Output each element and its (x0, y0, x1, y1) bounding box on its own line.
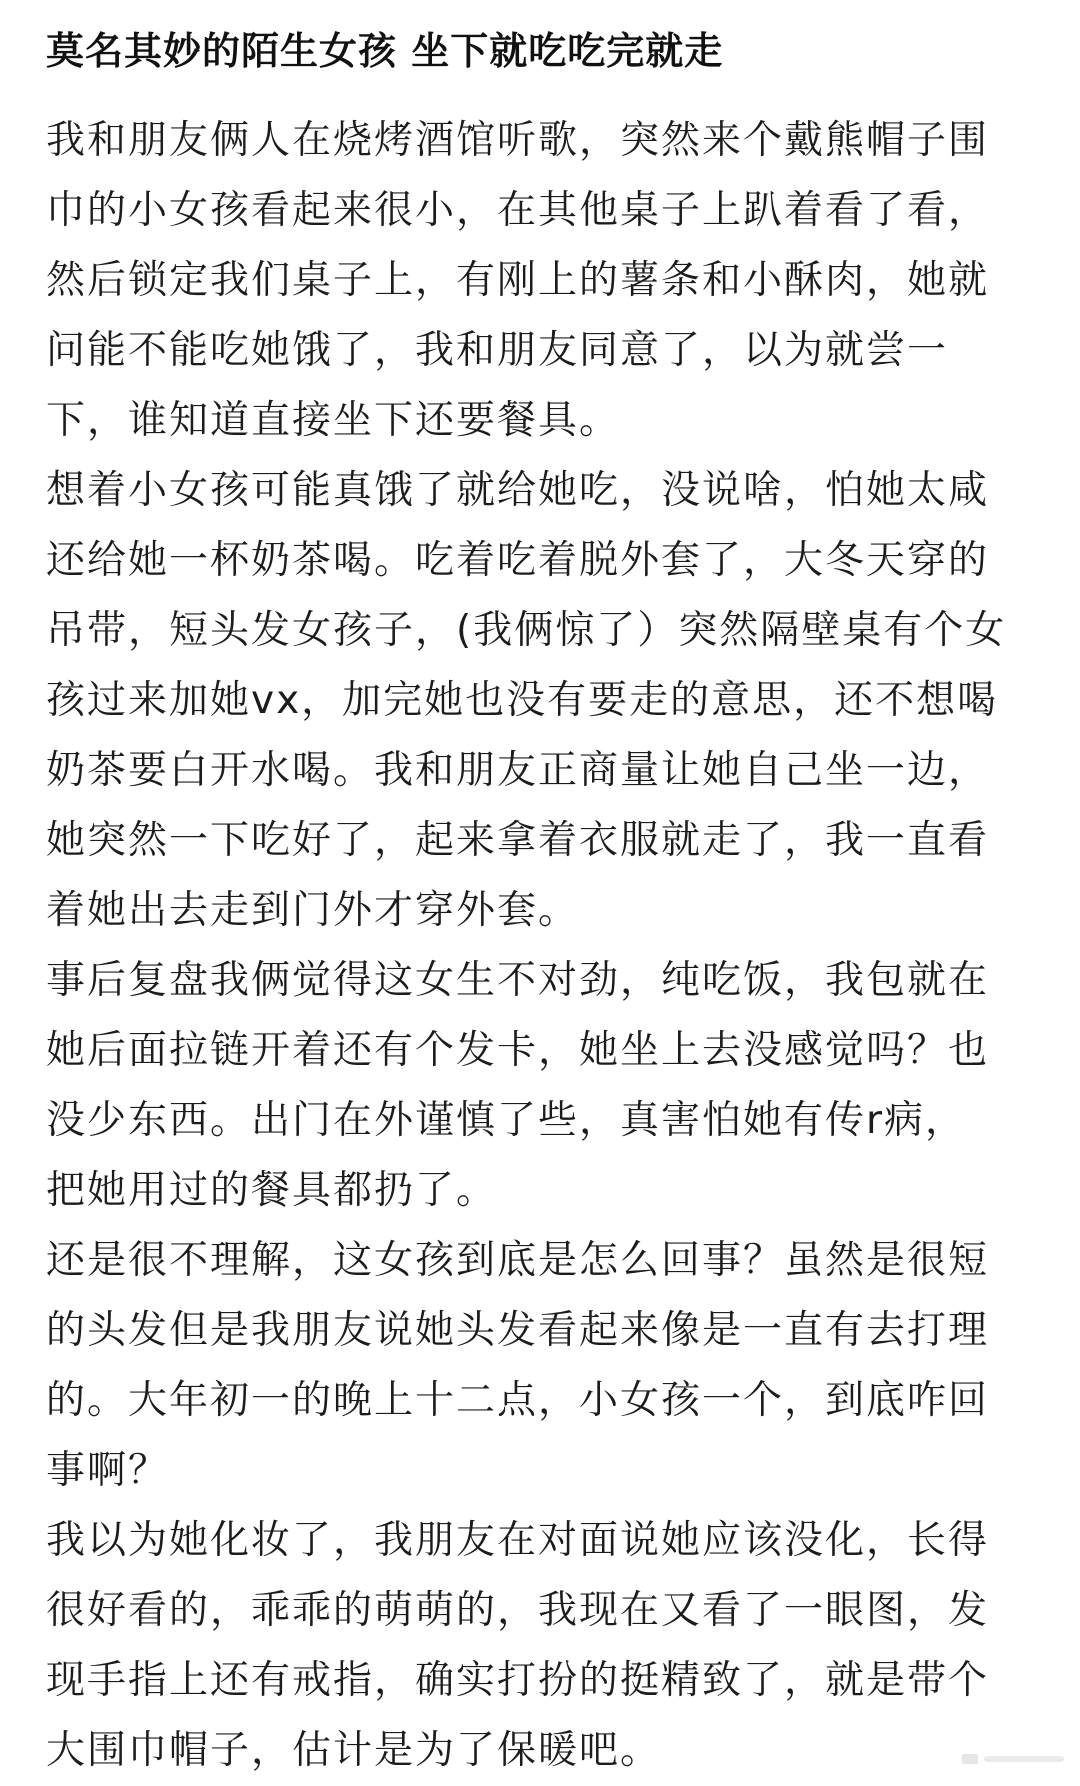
text-line: 下，谁知道直接坐下还要餐具。 (46, 398, 621, 443)
text-line: 吊带，短头发女孩子，(我俩惊了）突然隔壁桌有个女 (46, 608, 1007, 653)
text-line: 然后锁定我们桌子上，有刚上的薯条和小酥肉，她就 (46, 258, 990, 303)
post-body (46, 106, 1026, 1786)
text-line: 还是很不理解，这女孩到底是怎么回事？虽然是很短 (46, 1238, 990, 1283)
text-line: 孩过来加她vx，加完她也没有要走的意思，还不想喝 (46, 678, 999, 723)
paragraph-1 (46, 106, 1026, 456)
text-line: 还给她一杯奶茶喝。吃着吃着脱外套了，大冬天穿的 (46, 538, 990, 583)
text-line: 问能不能吃她饿了，我和朋友同意了，以为就尝一 (46, 328, 949, 373)
post-title: 莫名其妙的陌生女孩 坐下就吃吃完就走 (46, 29, 724, 73)
text-line: 事啊？ (46, 1448, 170, 1493)
text-line: 想着小女孩可能真饿了就给她吃，没说啥，怕她太咸 (46, 468, 990, 513)
text-line: 的。大年初一的晚上十二点，小女孩一个，到底咋回 (46, 1378, 990, 1423)
text-line: 她后面拉链开着还有个发卡，她坐上去没感觉吗？也 (46, 1028, 990, 1073)
text-line: 很好看的，乖乖的萌萌的，我现在又看了一眼图，发 (46, 1588, 990, 1633)
text-line: 没少东西。出门在外谨慎了些，真害怕她有传r病， (46, 1098, 967, 1143)
text-line: 奶茶要白开水喝。我和朋友正商量让她自己坐一边， (46, 748, 990, 793)
paragraph-3 (46, 946, 1026, 1226)
paragraph-5 (46, 1506, 1026, 1786)
text-line: 大围巾帽子，估计是为了保暖吧。 (46, 1728, 662, 1773)
text-line: 着她出去走到门外才穿外套。 (46, 888, 580, 933)
text-line: 我以为她化妆了，我朋友在对面说她应该没化，长得 (46, 1518, 990, 1563)
paragraph-4 (46, 1226, 1026, 1506)
text-line: 把她用过的餐具都扔了。 (46, 1168, 498, 1213)
paragraph-2 (46, 456, 1026, 946)
watermark-mark (960, 1746, 1070, 1772)
text-line: 现手指上还有戒指，确实打扮的挺精致了，就是带个 (46, 1658, 990, 1703)
text-line: 事后复盘我俩觉得这女生不对劲，纯吃饭，我包就在 (46, 958, 990, 1003)
text-line: 的头发但是我朋友说她头发看起来像是一直有去打理 (46, 1308, 990, 1353)
text-line: 她突然一下吃好了，起来拿着衣服就走了，我一直看 (46, 818, 990, 863)
text-line: 我和朋友俩人在烧烤酒馆听歌，突然来个戴熊帽子围 (46, 118, 990, 163)
text-line: 巾的小女孩看起来很小，在其他桌子上趴着看了看， (46, 188, 990, 233)
